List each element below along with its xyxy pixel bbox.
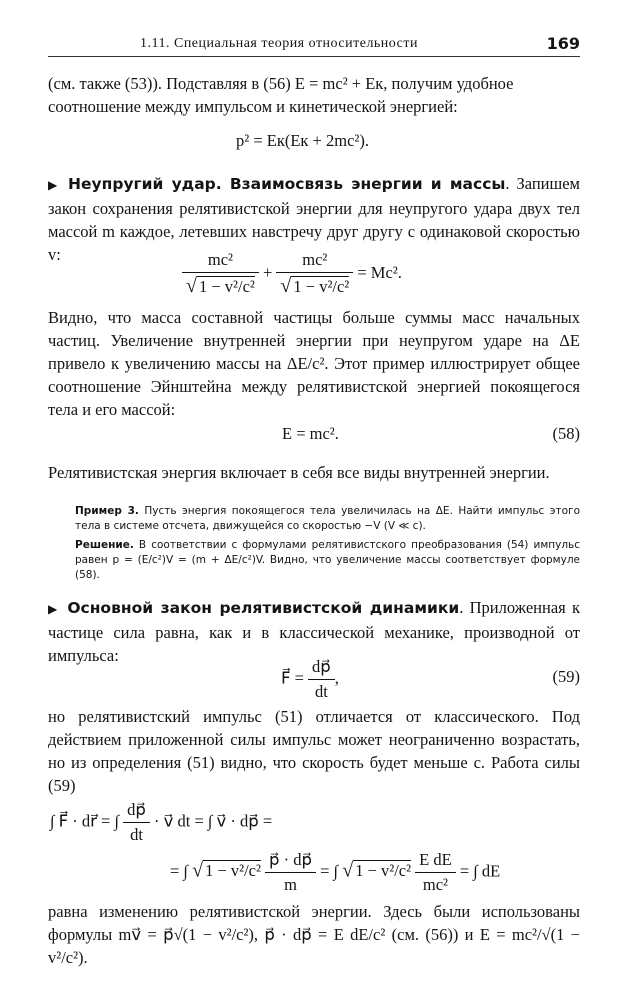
paragraph-1	[48, 72, 580, 118]
section-bullet-icon: ▶	[48, 178, 61, 192]
fraction-left-num: mc²	[207, 250, 233, 269]
equation-59	[281, 657, 339, 702]
work-line1-b: · v⃗ dt = ∫ v⃗ · dp⃗ =	[153, 811, 273, 831]
running-header	[48, 34, 580, 57]
equation-58: E = mc².	[282, 424, 339, 443]
work-line1-a: ∫ F⃗ · dr⃗ = ∫	[50, 811, 119, 831]
sqrt-icon: √	[186, 275, 197, 297]
sqrt-icon: √	[192, 859, 204, 882]
fraction-left-den: 1 − v²/c²	[198, 277, 255, 296]
header-title: 1.11. Специальная теория относительности	[140, 36, 418, 51]
paragraph-4: но релятивистский импульс (51) отличается от классического. Под действием приложенной силы импульс может неограниченно возрастать, но из определения (51) видно, что скорость будет меньше c. Работа силы (59)	[48, 707, 580, 795]
section-dynamics-text: . Приложенная к частице сила равна, как и в классической механике, производной от импульса:	[48, 598, 580, 665]
fraction-right-num: mc²	[302, 250, 328, 269]
section-bullet-icon: ▶	[48, 602, 60, 616]
work-frac3-den: mc²	[415, 872, 456, 895]
sqrt-icon: √	[342, 859, 354, 882]
equation-work-line2	[170, 850, 500, 895]
work-frac3-num: E dE	[419, 850, 452, 869]
work-frac1-den: dt	[123, 822, 150, 845]
work-sqrt-2: 1 − v²/c²	[355, 861, 412, 881]
paragraph-3: Релятивистская энергия включает в себя все виды внутренней энергии.	[48, 463, 550, 482]
equation-mass-sum	[182, 250, 402, 298]
solution-label: Решение.	[75, 539, 134, 551]
sqrt-icon: √	[280, 275, 292, 297]
work-sqrt: 1 − v²/c²	[205, 861, 261, 881]
fraction-right	[276, 250, 353, 298]
work-line2-b: = ∫	[320, 861, 339, 881]
work-frac2-num: p⃗ · dp⃗	[269, 850, 312, 869]
paragraph-2: Видно, что масса составной частицы больше суммы масс начальных частиц. Увеличение внутренней энергии при неупругом ударе на ΔE привело к увеличению массы на ΔE/c². Этот пример иллюстрирует общее соотношение Эйнштейна между релятивистской энергией покоящегося тела и его массой:	[48, 308, 580, 419]
equation-59-comma: ,	[334, 668, 339, 688]
work-line2-c: = ∫ dE	[459, 861, 501, 881]
work-frac2	[265, 850, 316, 895]
work-frac1	[123, 800, 150, 845]
fraction-right-den: 1 − v²/c²	[293, 277, 350, 296]
section-title-dynamics: Основной закон релятивистской динамики	[67, 599, 460, 617]
equation-59-number: (59)	[552, 667, 580, 686]
section-title-inelastic: Неупругий удар. Взаимосвязь энергии и массы	[68, 175, 506, 193]
equation-work-line1	[50, 800, 272, 845]
work-frac1-num: dp⃗	[127, 800, 146, 819]
solution-text: В соответствии с формулами релятивистского преобразования (54) импульс равен p = (E/c²)V = (m + ΔE/c²)V. Видно, что увеличение массы соответствует формуле (58).	[75, 539, 580, 581]
fraction-dp-dt	[308, 657, 335, 702]
plus-sign: +	[262, 262, 273, 282]
work-frac2-den: m	[265, 872, 316, 895]
work-frac3	[415, 850, 456, 895]
paragraph-1-line1: (см. также (53)). Подставляя в (56) E = mc² + Eк, получим удобное	[48, 74, 514, 93]
work-line2-a: = ∫	[170, 861, 188, 881]
fraction-dp: dp⃗	[312, 657, 331, 676]
example-label: Пример 3.	[75, 505, 139, 517]
fraction-dt: dt	[308, 679, 335, 702]
equation-59-lhs: F⃗ =	[281, 668, 304, 688]
equation-mass-rhs: = Mc².	[357, 262, 402, 282]
equation-58-number: (58)	[552, 424, 580, 443]
fraction-left	[182, 250, 259, 298]
equation-momentum-energy: p² = Eк(Eк + 2mc²).	[236, 131, 369, 150]
paragraph-5: равна изменению релятивистской энергии. Здесь были использованы формулы mv⃗ = p⃗√(1 − v²/c²), p⃗ · dp⃗ = E dE/c² (см. (56)) и E = mc²/√(1 − v²/c²).	[48, 902, 580, 967]
paragraph-1-line2: соотношение между импульсом и кинетической энергией:	[48, 97, 458, 116]
page-number: 169	[546, 34, 580, 53]
example-3-solution	[75, 538, 580, 583]
example-text: Пусть энергия покоящегося тела увеличилась на ΔE. Найти импульс этого тела в системе отсчета, движущейся со скоростью −V (V ≪ c).	[75, 505, 580, 532]
example-3	[75, 504, 580, 534]
section-inelastic-text: . Запишем закон сохранения релятивистской энергии для неупругого удара двух тел массой m каждое, летевших навстречу друг другу с одинаковой скоростью v:	[48, 174, 580, 264]
